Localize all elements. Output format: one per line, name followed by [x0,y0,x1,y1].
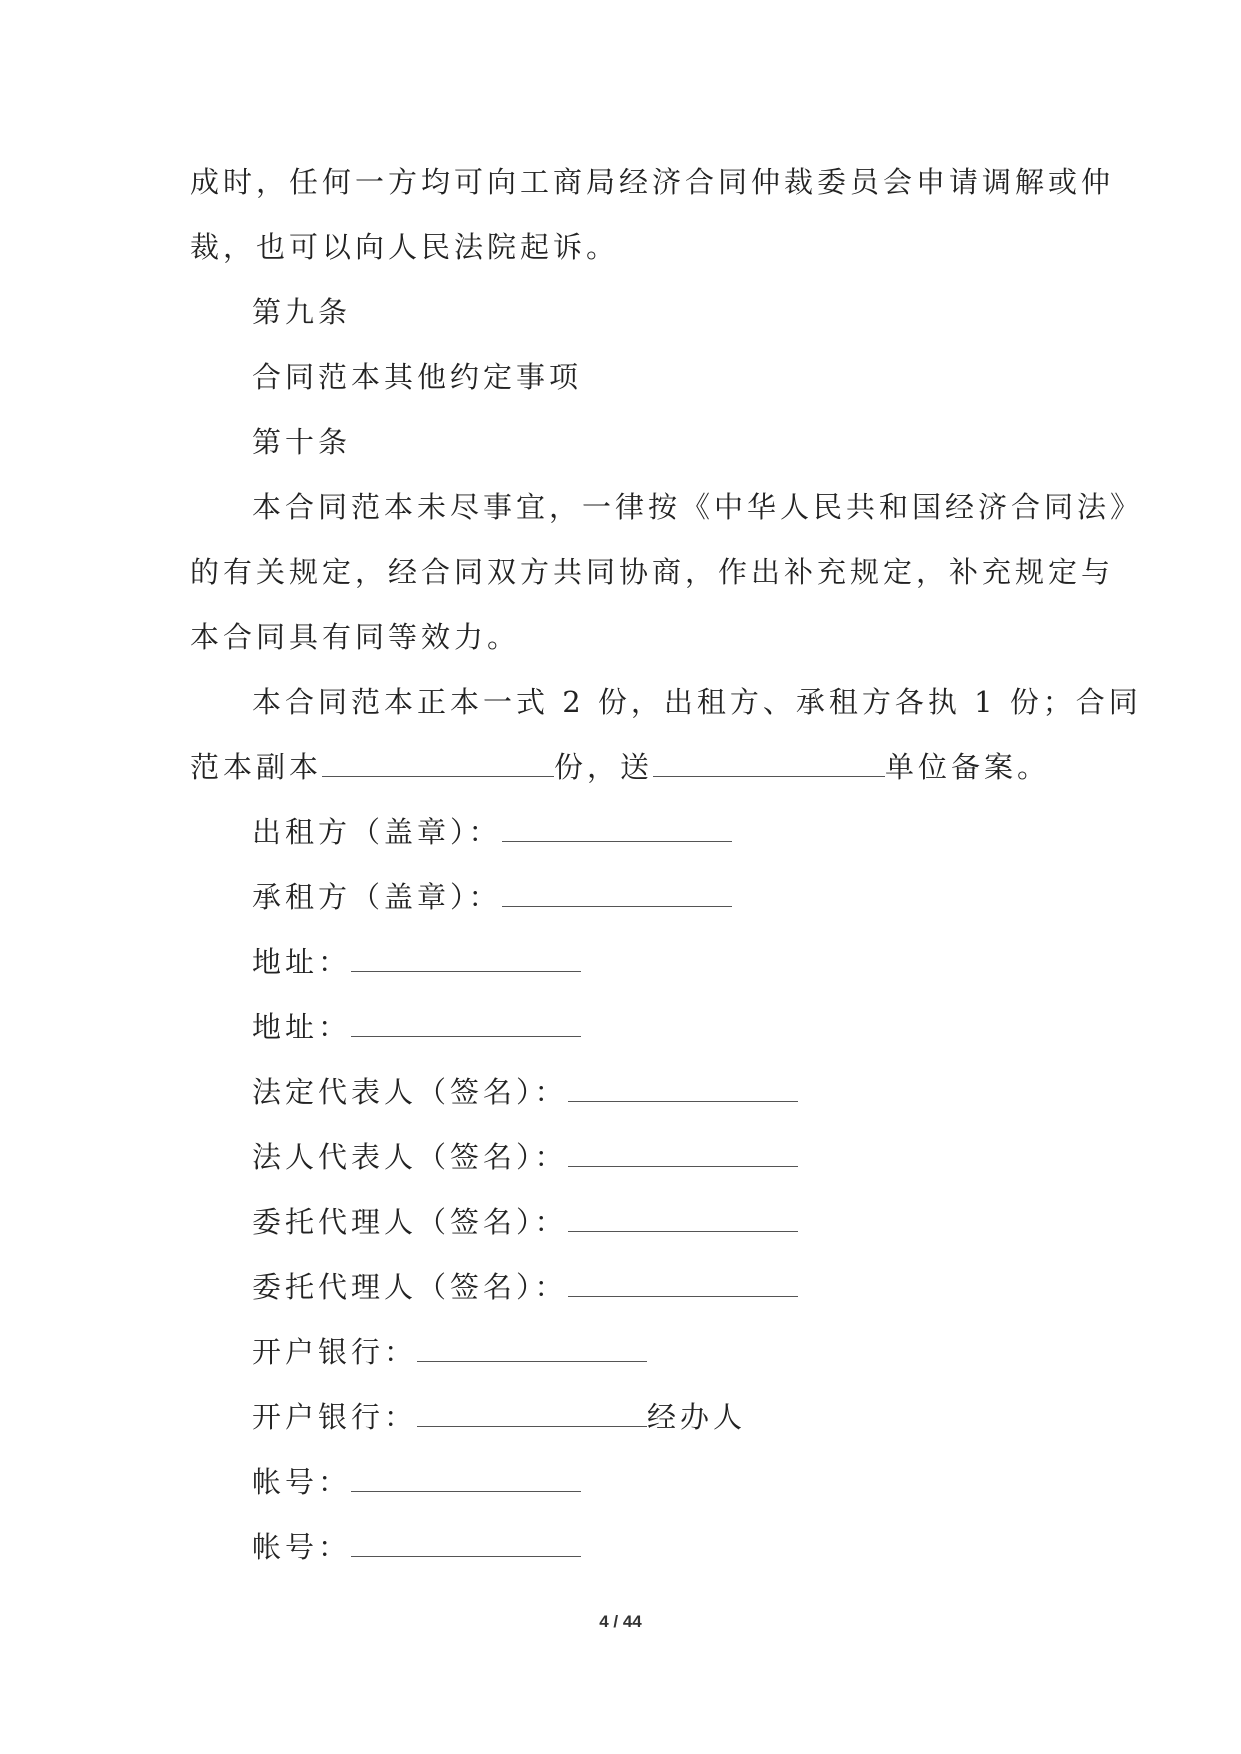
lessor-seal-blank[interactable] [502,819,732,842]
field-label: 出租方（盖章）： [252,815,502,849]
filing-unit-blank[interactable] [653,754,885,777]
signature-field-lessee [190,865,1060,930]
field-label: 承租方（盖章）： [252,880,502,914]
bank-blank[interactable] [417,1339,647,1362]
article-heading: 第十条 [252,425,352,459]
paragraph-line [190,735,1060,800]
paragraph-line: 裁，也可以向人民法院起诉。 [190,230,620,264]
lessee-seal-blank[interactable] [502,884,732,907]
legal-rep-signature-blank[interactable] [568,1079,798,1102]
bank-blank[interactable] [417,1404,647,1427]
field-suffix: 经办人 [647,1400,747,1434]
field-label: 委托代理人（签名）： [252,1270,568,1304]
agent-signature-blank[interactable] [568,1209,798,1232]
signature-field-agent [190,1255,1060,1320]
document-body [190,150,1144,1580]
field-label: 帐号： [252,1530,352,1564]
account-blank[interactable] [351,1534,581,1557]
paragraph-text: 份，送 [554,750,654,784]
article-title: 合同范本其他约定事项 [252,360,583,394]
article-heading: 第九条 [252,295,352,329]
paragraph-text: 范本副本 [190,750,323,784]
field-label: 委托代理人（签名）： [252,1205,568,1239]
field-label: 地址： [252,945,352,979]
legal-person-signature-blank[interactable] [568,1144,798,1167]
agent-signature-blank[interactable] [568,1274,798,1297]
paragraph-line: 本合同具有同等效力。 [190,620,521,654]
signature-field-legal-person-rep [190,1125,1060,1190]
paragraph-line: 本合同范本正本一式 2 份，出租方、承租方各执 1 份；合同 [252,685,1142,719]
field-label: 开户银行： [252,1400,418,1434]
signature-field-address [190,930,1060,995]
field-label: 帐号： [252,1465,352,1499]
copies-blank[interactable] [322,754,554,777]
signature-field-account [190,1515,1060,1580]
signature-field-bank [190,1320,1060,1385]
signature-field-legal-rep [190,1060,1060,1125]
field-label: 法定代表人（签名）： [252,1075,568,1109]
page-number: 4 / 44 [599,1612,642,1631]
field-label: 地址： [252,1010,352,1044]
paragraph-text: 单位备案。 [885,750,1051,784]
signature-field-bank [190,1385,1060,1450]
signature-field-lessor [190,800,1060,865]
signature-field-address [190,995,1060,1060]
address-blank[interactable] [351,949,581,972]
address-blank[interactable] [351,1014,581,1037]
signature-field-account [190,1450,1060,1515]
paragraph-line: 本合同范本未尽事宜，一律按《中华人民共和国经济合同法》 [252,490,1144,524]
paragraph-line: 成时，任何一方均可向工商局经济合同仲裁委员会申请调解或仲 [190,165,1115,199]
field-label: 开户银行： [252,1335,418,1369]
field-label: 法人代表人（签名）： [252,1140,568,1174]
account-blank[interactable] [351,1469,581,1492]
paragraph-line: 的有关规定，经合同双方共同协商，作出补充规定，补充规定与 [190,555,1115,589]
signature-field-agent [190,1190,1060,1255]
